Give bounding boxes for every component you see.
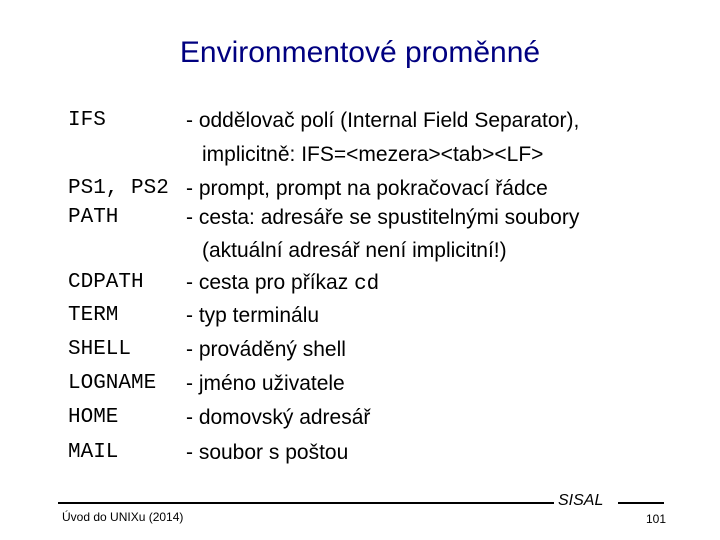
footer-divider-right	[618, 502, 664, 504]
variable-row	[0, 301, 720, 335]
variable-description: - oddělovač polí (Internal Field Separator),	[186, 109, 580, 132]
variable-name: MAIL	[68, 441, 119, 464]
variable-row	[0, 268, 720, 302]
variable-description: - jméno uživatele	[186, 372, 345, 395]
page-number: 101	[646, 512, 667, 526]
variable-description: - domovský adresář	[186, 406, 371, 429]
variable-row	[0, 140, 720, 174]
slide-title: Environmentové proměnné	[179, 36, 541, 69]
variable-row	[0, 438, 720, 472]
variable-name: LOGNAME	[68, 372, 157, 395]
variable-description: - prováděný shell	[186, 338, 346, 361]
variable-description	[186, 268, 379, 300]
variable-row	[0, 335, 720, 369]
variable-row	[0, 369, 720, 403]
footer-brand: SISAL	[558, 492, 604, 509]
variable-description: implicitně: IFS=<mezera><tab><LF>	[202, 143, 544, 166]
footer-divider	[58, 502, 554, 504]
variable-name: HOME	[68, 406, 119, 429]
variable-name: IFS	[68, 109, 106, 132]
description-text: - cesta pro příkaz	[186, 271, 355, 294]
footer-course-name: Úvod do UNIXu (2014)	[62, 510, 184, 524]
variable-name: PATH	[68, 206, 119, 229]
variable-row	[0, 236, 720, 270]
variable-description: (aktuální adresář není implicitní!)	[202, 239, 507, 262]
variable-row	[0, 203, 720, 237]
variable-name: CDPATH	[68, 271, 144, 294]
variable-description: - soubor s poštou	[186, 441, 349, 464]
variable-description: - prompt, prompt na pokračovací řádce	[186, 177, 548, 200]
variable-name: TERM	[68, 304, 119, 327]
command-code: cd	[354, 273, 380, 296]
variable-name: SHELL	[68, 338, 132, 361]
variable-name: PS1, PS2	[68, 177, 169, 200]
variable-row	[0, 403, 720, 437]
variable-row	[0, 106, 720, 140]
variable-description: - typ terminálu	[186, 304, 320, 327]
variable-description: - cesta: adresáře se spustitelnými soubory	[186, 206, 580, 229]
